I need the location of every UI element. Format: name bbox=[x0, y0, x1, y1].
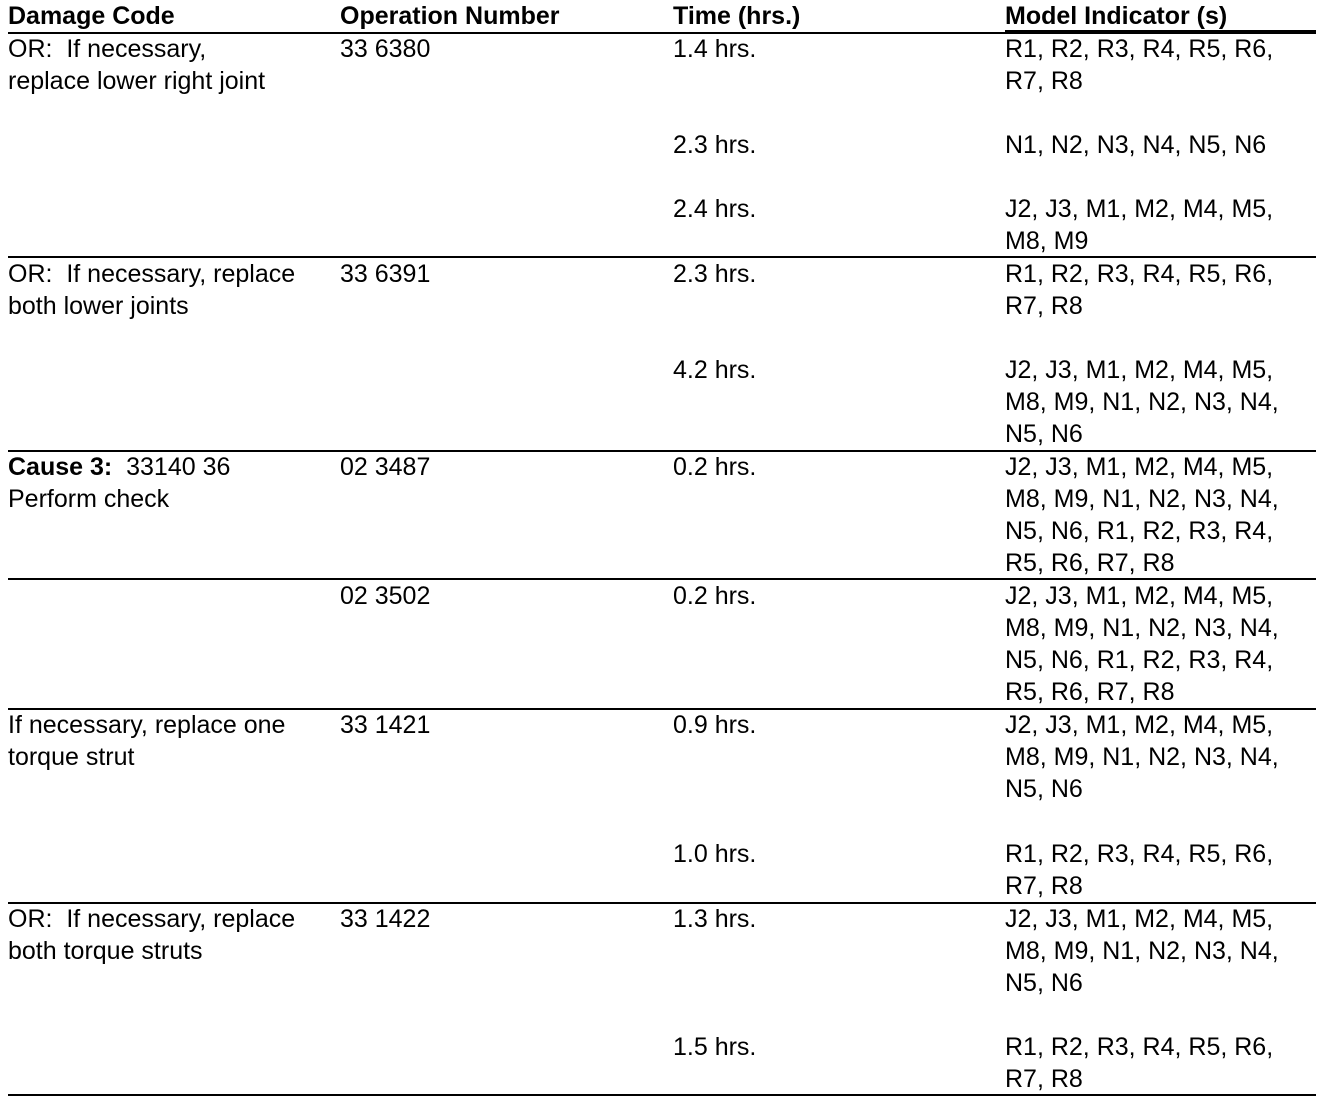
model-indicator-cell bbox=[1005, 258, 1321, 322]
model-line: R5, R6, R7, R8 bbox=[1005, 678, 1175, 706]
operation-number-cell: 33 6391 bbox=[340, 260, 431, 288]
time-cell: 1.0 hrs. bbox=[673, 840, 757, 868]
damage-code-line: OR: If necessary, bbox=[8, 35, 207, 63]
damage-code-line: If necessary, replace one bbox=[8, 711, 286, 739]
header-operation-number: Operation Number bbox=[340, 2, 560, 30]
damage-code-cell bbox=[8, 451, 334, 515]
model-line: N5, N6 bbox=[1005, 969, 1083, 997]
model-line: R5, R6, R7, R8 bbox=[1005, 549, 1175, 577]
model-line: M8, M9 bbox=[1005, 227, 1089, 255]
model-indicator-cell bbox=[1005, 903, 1321, 999]
model-line: M8, M9, N1, N2, N3, N4, bbox=[1005, 485, 1279, 513]
model-indicator-cell bbox=[1005, 193, 1321, 257]
model-line: J2, J3, M1, M2, M4, M5, bbox=[1005, 195, 1274, 223]
model-line: R1, R2, R3, R4, R5, R6, bbox=[1005, 1033, 1274, 1061]
model-indicator-cell bbox=[1005, 1031, 1321, 1095]
damage-code-number: 33140 36 bbox=[112, 453, 231, 481]
model-indicator-cell: N1, N2, N3, N4, N5, N6 bbox=[1005, 131, 1267, 159]
damage-code-line: Perform check bbox=[8, 485, 170, 513]
header-model-indicator: Model Indicator (s) bbox=[1005, 2, 1228, 30]
model-indicator-cell bbox=[1005, 580, 1321, 708]
damage-code-cell bbox=[8, 33, 334, 97]
table-header bbox=[0, 0, 1328, 32]
model-indicator-cell bbox=[1005, 451, 1321, 579]
header-time: Time (hrs.) bbox=[673, 2, 801, 30]
model-indicator-cell bbox=[1005, 33, 1321, 97]
time-cell: 2.3 hrs. bbox=[673, 131, 757, 159]
model-line: R1, R2, R3, R4, R5, R6, bbox=[1005, 260, 1274, 288]
model-line: R7, R8 bbox=[1005, 67, 1083, 95]
model-line: M8, M9, N1, N2, N3, N4, bbox=[1005, 388, 1279, 416]
time-cell: 2.4 hrs. bbox=[673, 195, 757, 223]
damage-code-cell bbox=[8, 903, 334, 967]
model-line: R7, R8 bbox=[1005, 872, 1083, 900]
damage-code-line: both lower joints bbox=[8, 292, 189, 320]
time-cell: 0.2 hrs. bbox=[673, 453, 757, 481]
time-cell: 1.4 hrs. bbox=[673, 35, 757, 63]
damage-code-line: torque strut bbox=[8, 743, 135, 771]
time-cell: 0.9 hrs. bbox=[673, 711, 757, 739]
time-cell: 4.2 hrs. bbox=[673, 356, 757, 384]
model-indicator-cell bbox=[1005, 354, 1321, 450]
model-line: R7, R8 bbox=[1005, 1065, 1083, 1093]
damage-code-line: OR: If necessary, replace bbox=[8, 260, 296, 288]
model-line: R1, R2, R3, R4, R5, R6, bbox=[1005, 35, 1274, 63]
damage-code-line: replace lower right joint bbox=[8, 67, 266, 95]
model-line: M8, M9, N1, N2, N3, N4, bbox=[1005, 614, 1279, 642]
model-line: N5, N6, R1, R2, R3, R4, bbox=[1005, 646, 1274, 674]
operation-number-cell: 33 1422 bbox=[340, 905, 431, 933]
model-line: J2, J3, M1, M2, M4, M5, bbox=[1005, 905, 1274, 933]
model-line: M8, M9, N1, N2, N3, N4, bbox=[1005, 743, 1279, 771]
operation-number-cell: 02 3487 bbox=[340, 453, 431, 481]
damage-code-cell bbox=[8, 709, 334, 773]
table-bottom-rule bbox=[8, 1094, 1316, 1096]
model-line: N5, N6, R1, R2, R3, R4, bbox=[1005, 517, 1274, 545]
model-line: N5, N6 bbox=[1005, 775, 1083, 803]
cause-label: Cause 3: bbox=[8, 453, 113, 481]
model-line: J2, J3, M1, M2, M4, M5, bbox=[1005, 356, 1274, 384]
header-damage-code: Damage Code bbox=[8, 2, 175, 30]
model-line: R7, R8 bbox=[1005, 292, 1083, 320]
operation-number-cell: 33 6380 bbox=[340, 35, 431, 63]
time-cell: 1.3 hrs. bbox=[673, 905, 757, 933]
damage-code-line: both torque struts bbox=[8, 937, 203, 965]
operation-number-cell: 33 1421 bbox=[340, 711, 431, 739]
model-line: M8, M9, N1, N2, N3, N4, bbox=[1005, 937, 1279, 965]
model-line: J2, J3, M1, M2, M4, M5, bbox=[1005, 582, 1274, 610]
model-line: R1, R2, R3, R4, R5, R6, bbox=[1005, 840, 1274, 868]
time-cell: 2.3 hrs. bbox=[673, 260, 757, 288]
time-cell: 0.2 hrs. bbox=[673, 582, 757, 610]
damage-code-line: OR: If necessary, replace bbox=[8, 905, 296, 933]
model-indicator-cell bbox=[1005, 709, 1321, 805]
time-cell: 1.5 hrs. bbox=[673, 1033, 757, 1061]
model-line: J2, J3, M1, M2, M4, M5, bbox=[1005, 711, 1274, 739]
operation-number-cell: 02 3502 bbox=[340, 582, 431, 610]
damage-code-cell bbox=[8, 258, 334, 322]
model-line: N5, N6 bbox=[1005, 420, 1083, 448]
model-line: J2, J3, M1, M2, M4, M5, bbox=[1005, 453, 1274, 481]
model-indicator-cell bbox=[1005, 838, 1321, 902]
